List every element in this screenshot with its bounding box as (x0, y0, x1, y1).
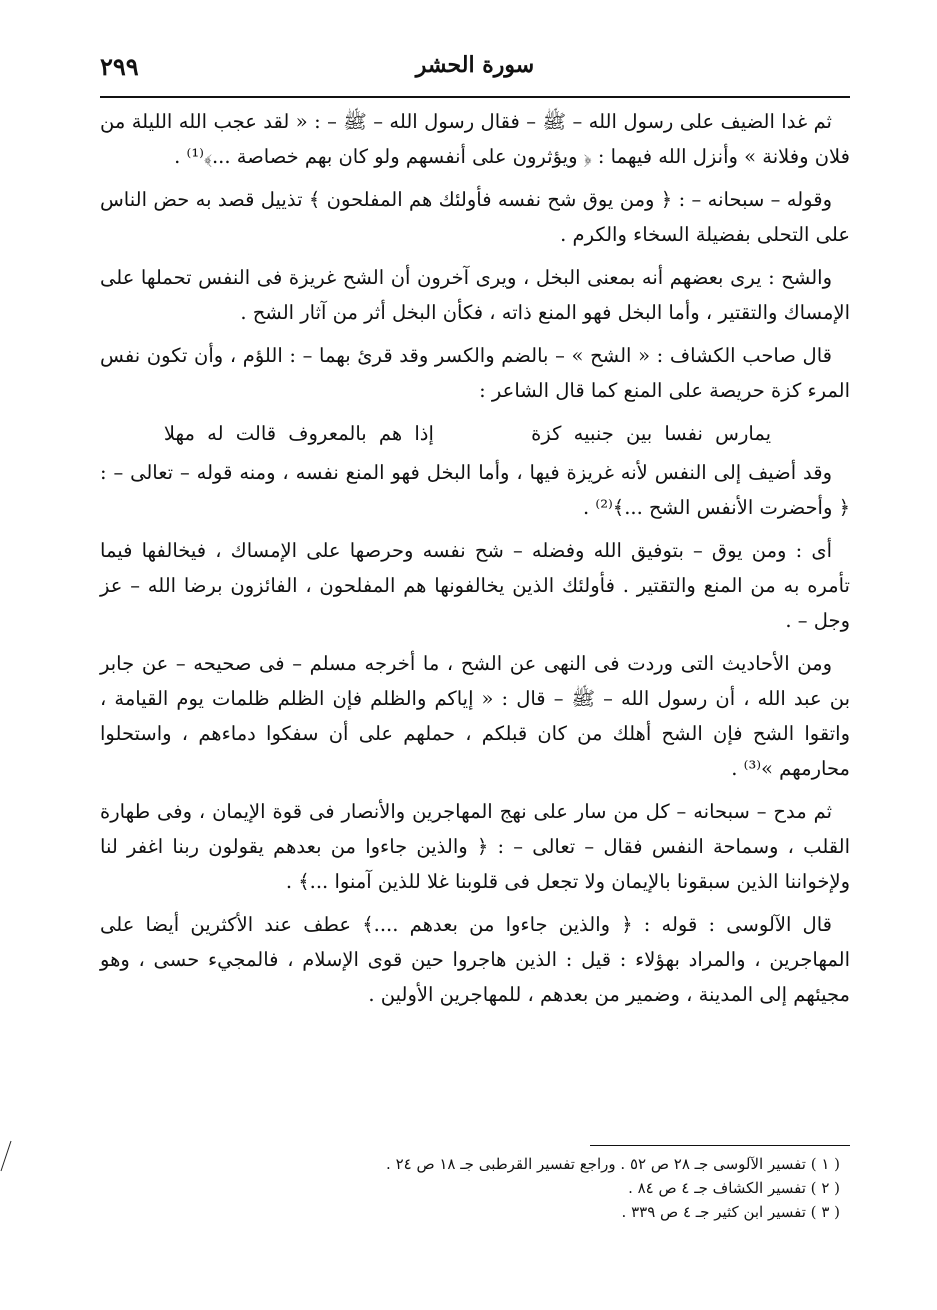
paragraph: والشح : يرى بعضهم أنه بمعنى البخل ، ويرى آخرون أن الشح غريزة فى النفس تحملها على الإمساك والتقتير ، وأما البخل فهو المنع ذاته ، فكأن البخل أثر من آثار الشح . (100, 266, 850, 324)
main-text (100, 104, 850, 1020)
verse-first-hemistich: يمارس نفسا بين جنبيه كزة (531, 422, 772, 445)
running-header (100, 52, 850, 92)
paragraph: ثم غدا الضيف على رسول الله – ﷺ – فقال رسول الله – ﷺ – : « لقد عجب الله الليلة من فلان وفلانة » وأنزل الله فيهما : ﴿ ويؤثرون على أنفسهم ولو كان بهم خصاصة ...﴾⁽¹⁾ . (100, 110, 850, 168)
paragraph: ثم مدح – سبحانه – كل من سار على نهج المهاجرين والأنصار فى قوة الإيمان ، وفى طهارة القلب ، وسماحة النفس فقال – تعالى – : ﴿ والذين جاءوا من بعدهم يقولون ربنا اغفر لنا ولإخواننا الذين سبقونا بالإيمان ولا تجعل فى قلوبنا غلا للذين آمنوا ...﴾ . (100, 800, 850, 893)
paragraph: ومن الأحاديث التى وردت فى النهى عن الشح ، ما أخرجه مسلم – فى صحيحه – عن جابر بن عبد الله ، أن رسول الله – ﷺ – قال : « إياكم والظلم فإن الظلم ظلمات يوم القيامة ، واتقوا الشح فإن الشح أهلك من كان قبلكم ، حملهم على أن سفكوا دماءهم ، واستحلوا محارمهم »⁽³⁾ . (100, 652, 850, 780)
footnote-divider (590, 1145, 850, 1146)
header-divider (100, 96, 850, 98)
footnote: ( ٣ ) تفسير ابن كثير جـ ٤ ص ٣٣٩ . (621, 1203, 840, 1221)
footnote: ( ١ ) تفسير الآلوسى جـ ٢٨ ص ٥٢ . وراجع تفسير القرطبى جـ ١٨ ص ٢٤ . (386, 1155, 840, 1173)
paragraph: قال الآلوسى : قوله : ﴿ والذين جاءوا من بعدهم ....﴾ عطف عند الأكثرين أيضا على المهاجرين ، والمراد بهؤلاء : قيل : الذين هاجروا حين قوى الإسلام ، فالمجيء حسى ، وهو مجيئهم إلى المدينة ، وضمير من بعدهم ، للمهاجرين الأولين . (100, 913, 850, 1006)
footnotes (100, 1152, 840, 1224)
surah-title: سورة الحشر (415, 52, 535, 78)
paragraph: وقد أضيف إلى النفس لأنه غريزة فيها ، وأما البخل فهو المنع نفسه ، ومنه قوله – تعالى – : ﴿ وأحضرت الأنفس الشح ...﴾⁽²⁾ . (100, 461, 850, 519)
poetry-verse (100, 416, 850, 451)
footnote: ( ٢ ) تفسير الكشاف جـ ٤ ص ٨٤ . (628, 1179, 840, 1197)
page-number: ٢٩٩ (100, 52, 139, 81)
verse-second-hemistich: إذا هم بالمعروف قالت له مهلا (163, 422, 434, 445)
paragraph: أى : ومن يوق – بتوفيق الله وفضله – شح نفسه وحرصها على الإمساك ، فيخالفها فيما تأمره به من المنع والتقتير . فأولئك الذين يخالفونها هم المفلحون ، الفائزون برضا الله – عز وجل – . (100, 539, 850, 632)
paragraph: قال صاحب الكشاف : « الشح » – بالضم والكسر وقد قرئ بهما – : اللؤم ، وأن تكون نفس المرء كزة حريصة على المنع كما قال الشاعر : (100, 344, 850, 402)
paragraph: وقوله – سبحانه – : ﴿ ومن يوق شح نفسه فأولئك هم المفلحون ﴾ تذييل قصد به حض الناس على التحلى بفضيلة السخاء والكرم . (100, 188, 850, 246)
scan-mark (0, 1140, 12, 1172)
